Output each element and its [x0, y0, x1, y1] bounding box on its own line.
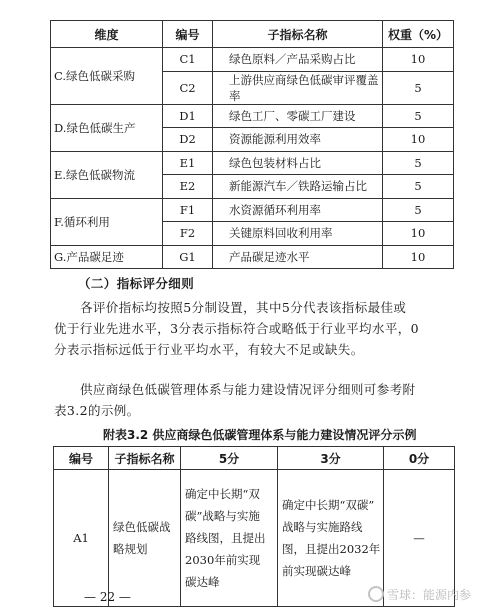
code-cell: G1	[163, 245, 213, 269]
paragraph-line: 供应商绿色低碳管理体系与能力建设情况评分细则可参考附	[80, 382, 416, 397]
header-weight: 权重（%）	[383, 21, 454, 48]
weight-cell: 10	[383, 245, 454, 269]
header-score-3: 3分	[278, 447, 384, 470]
header-sub-indicator: 子指标名称	[109, 447, 181, 470]
paragraph-scoring-rules	[54, 297, 419, 360]
dimension-cell: C.绿色低碳采购	[51, 48, 163, 105]
page-number: — 22 —	[84, 590, 131, 604]
indicator-cell: 产品碳足迹水平	[213, 245, 383, 269]
watermark-text: 雪球：能源内参	[387, 588, 472, 602]
paragraph-line: 分表示指标远低于行业平均水平，有较大不足或缺失。	[54, 342, 364, 357]
cell-line: 路线图，且提出	[185, 531, 266, 545]
dimension-cell: G.产品碳足迹	[51, 245, 163, 269]
header-code: 编号	[54, 447, 109, 470]
indicator-cell: 上游供应商绿色低碳审评覆盖率	[213, 71, 383, 104]
table-caption: 附表3.2 供应商绿色低碳管理体系与能力建设情况评分示例	[103, 428, 417, 442]
weight-cell: 5	[383, 175, 454, 199]
watermark	[368, 586, 471, 603]
paragraph-line: 优于行业先进水平，3分表示指标符合或略低于行业平均水平，0	[54, 321, 420, 336]
indicator-cell: 资源能源利用效率	[213, 128, 383, 152]
code-cell: E1	[163, 151, 213, 175]
score-5-cell	[181, 470, 278, 607]
code-cell: C2	[163, 71, 213, 104]
code-cell: F1	[163, 198, 213, 222]
cell-line: 碳达峰	[185, 575, 220, 589]
indicator-cell: 绿色原料／产品采购占比	[213, 48, 383, 72]
table-row	[51, 198, 454, 222]
code-cell: D1	[163, 104, 213, 128]
weight-cell: 5	[383, 104, 454, 128]
score-0-cell: —	[384, 470, 455, 607]
indicator-cell	[109, 470, 181, 607]
code-cell: F2	[163, 222, 213, 246]
cell-line: 2030年前实现	[185, 553, 261, 567]
weight-cell: 10	[383, 222, 454, 246]
dimension-cell: E.绿色低碳物流	[51, 151, 163, 198]
paragraph-line: 各评价指标均按照5分制设置，其中5分代表该指标最佳或	[80, 300, 407, 315]
cell-line: 前实现碳达峰	[282, 564, 351, 578]
indicator-weight-table	[50, 20, 454, 269]
code-cell: D2	[163, 128, 213, 152]
header-dimension: 维度	[51, 21, 163, 48]
code-cell: C1	[163, 48, 213, 72]
table-header-row	[51, 21, 454, 48]
snowball-logo-icon	[368, 586, 384, 602]
header-code: 编号	[163, 21, 213, 48]
cell-line: 确定中长期“双	[185, 487, 260, 501]
table-row	[51, 151, 454, 175]
section-heading: （二）指标评分细则	[78, 276, 195, 291]
cell-line: 略规划	[113, 542, 148, 556]
cell-line: 图，且提出2032年	[282, 542, 381, 556]
table-header-row	[54, 447, 455, 470]
weight-cell: 10	[383, 128, 454, 152]
table-row	[51, 245, 454, 269]
cell-line: 绿色低碳战	[113, 520, 171, 534]
dimension-cell: D.绿色低碳生产	[51, 104, 163, 151]
paragraph-line: 表3.2的示例。	[54, 403, 140, 418]
indicator-cell: 绿色工厂、零碳工厂建设	[213, 104, 383, 128]
indicator-cell: 绿色包装材料占比	[213, 151, 383, 175]
table-row	[51, 48, 454, 72]
code-cell: A1	[54, 470, 109, 607]
cell-line: 战略与实施路线	[282, 520, 363, 534]
table-row	[51, 104, 454, 128]
indicator-cell: 关键原料回收利用率	[213, 222, 383, 246]
paragraph-reference	[54, 379, 415, 421]
header-sub-indicator: 子指标名称	[213, 21, 383, 48]
code-cell: E2	[163, 175, 213, 199]
header-score-0: 0分	[384, 447, 455, 470]
cell-line: 碳”战略与实施	[185, 509, 260, 523]
weight-cell: 5	[383, 151, 454, 175]
weight-cell: 5	[383, 198, 454, 222]
cell-line: 确定中长期“双碳”	[282, 498, 375, 512]
weight-cell: 5	[383, 71, 454, 104]
scoring-example-table	[53, 446, 455, 607]
indicator-cell: 水资源循环利用率	[213, 198, 383, 222]
weight-cell: 10	[383, 48, 454, 72]
indicator-cell: 新能源汽车／铁路运输占比	[213, 175, 383, 199]
header-score-5: 5分	[181, 447, 278, 470]
dimension-cell: F.循环利用	[51, 198, 163, 245]
